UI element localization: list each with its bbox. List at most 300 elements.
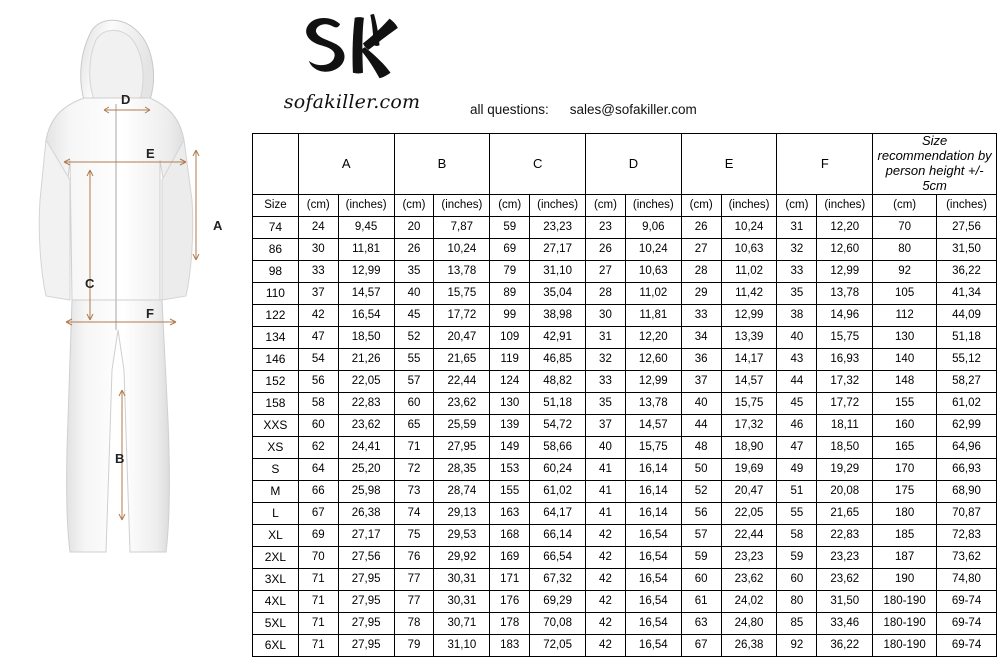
measurement-cell: 21,65	[434, 348, 490, 370]
measurement-cell: 42	[298, 304, 338, 326]
measurement-cell: 27,56	[937, 216, 997, 238]
measurement-cell: 45	[777, 392, 817, 414]
measurement-cell: 35	[586, 392, 626, 414]
header-d-in: (inches)	[625, 194, 681, 216]
measurement-cell: 22,83	[338, 392, 394, 414]
size-label: 146	[253, 348, 299, 370]
measurement-cell: 41	[586, 502, 626, 524]
measurement-cell: 26	[586, 238, 626, 260]
measurement-cell: 14,96	[817, 304, 873, 326]
size-label: 152	[253, 370, 299, 392]
group-F: F	[777, 134, 873, 195]
measurement-cell: 60	[394, 392, 434, 414]
group-header-row	[253, 134, 997, 195]
size-chart	[252, 133, 997, 657]
measurement-cell: 71	[298, 568, 338, 590]
header-d-cm: (cm)	[586, 194, 626, 216]
group-C: C	[490, 134, 586, 195]
measurement-cell: 155	[873, 392, 937, 414]
size-label: 2XL	[253, 546, 299, 568]
measurement-cell: 63	[681, 612, 721, 634]
measurement-cell: 64,96	[937, 436, 997, 458]
measurement-cell: 70,08	[530, 612, 586, 634]
measurement-cell: 20,47	[434, 326, 490, 348]
table-row	[253, 634, 997, 656]
table-row	[253, 282, 997, 304]
measurement-cell: 50	[681, 458, 721, 480]
measurement-cell: 69-74	[937, 590, 997, 612]
measurement-cell: 15,75	[625, 436, 681, 458]
size-label: 110	[253, 282, 299, 304]
measurement-cell: 61,02	[530, 480, 586, 502]
measurement-cell: 16,54	[625, 612, 681, 634]
measurement-cell: 27	[586, 260, 626, 282]
measurement-cell: 26,38	[721, 634, 777, 656]
size-label: 5XL	[253, 612, 299, 634]
contact-label: all questions:	[470, 102, 549, 117]
measurement-cell: 19,69	[721, 458, 777, 480]
measurement-cell: 41	[586, 458, 626, 480]
measurement-cell: 33	[586, 370, 626, 392]
measurement-cell: 139	[490, 414, 530, 436]
measurement-cell: 60	[681, 568, 721, 590]
onesie-diagram	[0, 0, 252, 584]
measurement-cell: 28,74	[434, 480, 490, 502]
header-a-cm: (cm)	[298, 194, 338, 216]
measurement-cell: 165	[873, 436, 937, 458]
measurement-cell: 22,05	[338, 370, 394, 392]
measurement-cell: 40	[777, 326, 817, 348]
measurement-cell: 22,83	[817, 524, 873, 546]
measurement-cell: 60,24	[530, 458, 586, 480]
measurement-cell: 41	[586, 480, 626, 502]
measurement-cell: 17,72	[817, 392, 873, 414]
measurement-cell: 47	[298, 326, 338, 348]
measurement-cell: 7,87	[434, 216, 490, 238]
table-row	[253, 612, 997, 634]
size-label: XXS	[253, 414, 299, 436]
header-rec-in: (inches)	[937, 194, 997, 216]
measurement-cell: 70	[873, 216, 937, 238]
measurement-cell: 16,14	[625, 502, 681, 524]
measurement-cell: 79	[394, 634, 434, 656]
measurement-cell: 27,95	[338, 568, 394, 590]
measurement-cell: 33	[681, 304, 721, 326]
table-row	[253, 414, 997, 436]
measurement-cell: 180-190	[873, 612, 937, 634]
measurement-cell: 67,32	[530, 568, 586, 590]
measurement-cell: 62	[298, 436, 338, 458]
measurement-cell: 42	[586, 590, 626, 612]
table-row	[253, 590, 997, 612]
measurement-cell: 33,46	[817, 612, 873, 634]
measurement-cell: 55,12	[937, 348, 997, 370]
measurement-cell: 180	[873, 502, 937, 524]
measurement-cell: 163	[490, 502, 530, 524]
measurement-cell: 29	[681, 282, 721, 304]
size-label: 4XL	[253, 590, 299, 612]
legs-shape	[67, 300, 170, 552]
measurement-cell: 175	[873, 480, 937, 502]
measurement-cell: 51,18	[530, 392, 586, 414]
measurement-cell: 15,75	[434, 282, 490, 304]
header-size: Size	[253, 194, 299, 216]
measurement-cell: 26,38	[338, 502, 394, 524]
measurement-cell: 43	[777, 348, 817, 370]
measurement-cell: 34	[681, 326, 721, 348]
measurement-cell: 23,62	[434, 392, 490, 414]
measurement-cell: 11,02	[721, 260, 777, 282]
measurement-cell: 10,63	[721, 238, 777, 260]
measurement-cell: 130	[490, 392, 530, 414]
measurement-cell: 21,26	[338, 348, 394, 370]
measurement-cell: 29,92	[434, 546, 490, 568]
measurement-cell: 13,78	[434, 260, 490, 282]
measurement-cell: 73,62	[937, 546, 997, 568]
measurement-cell: 28	[681, 260, 721, 282]
measurement-cell: 15,75	[721, 392, 777, 414]
size-label: 158	[253, 392, 299, 414]
measurement-cell: 10,63	[625, 260, 681, 282]
measurement-cell: 12,60	[817, 238, 873, 260]
measurement-cell: 13,78	[817, 282, 873, 304]
contact-block	[470, 102, 790, 124]
measurement-cell: 16,54	[625, 568, 681, 590]
measurement-cell: 44,09	[937, 304, 997, 326]
measurement-cell: 30,71	[434, 612, 490, 634]
header-e-in: (inches)	[721, 194, 777, 216]
measurement-cell: 46	[777, 414, 817, 436]
measurement-cell: 140	[873, 348, 937, 370]
measurement-cell: 51	[777, 480, 817, 502]
measurement-cell: 28,35	[434, 458, 490, 480]
measurement-cell: 180-190	[873, 634, 937, 656]
measurement-cell: 42	[586, 568, 626, 590]
size-label: 98	[253, 260, 299, 282]
measurement-cell: 73	[394, 480, 434, 502]
measurement-cell: 67	[681, 634, 721, 656]
measurement-cell: 11,81	[338, 238, 394, 260]
measurement-cell: 56	[681, 502, 721, 524]
measurement-cell: 74	[394, 502, 434, 524]
header-rec-cm: (cm)	[873, 194, 937, 216]
measurement-cell: 26	[681, 216, 721, 238]
measurement-cell: 23,62	[721, 568, 777, 590]
measurement-cell: 27,17	[530, 238, 586, 260]
measurement-cell: 45	[394, 304, 434, 326]
measurement-cell: 72	[394, 458, 434, 480]
measurement-cell: 16,14	[625, 458, 681, 480]
header-a-in: (inches)	[338, 194, 394, 216]
measurement-cell: 51,18	[937, 326, 997, 348]
measurement-cell: 112	[873, 304, 937, 326]
measurement-cell: 15,75	[817, 326, 873, 348]
measurement-cell: 12,99	[625, 370, 681, 392]
measurement-cell: 52	[394, 326, 434, 348]
group-E: E	[681, 134, 777, 195]
measurement-cell: 31,10	[434, 634, 490, 656]
measurement-cell: 29,13	[434, 502, 490, 524]
measurement-cell: 54	[298, 348, 338, 370]
measurement-cell: 31	[777, 216, 817, 238]
measurement-cell: 180-190	[873, 590, 937, 612]
header-e-cm: (cm)	[681, 194, 721, 216]
measurement-cell: 190	[873, 568, 937, 590]
measurement-cell: 38	[777, 304, 817, 326]
measurement-cell: 40	[681, 392, 721, 414]
size-table-body	[253, 216, 997, 656]
measurement-cell: 32	[586, 348, 626, 370]
measurement-cell: 42	[586, 612, 626, 634]
measurement-cell: 80	[777, 590, 817, 612]
measurement-cell: 22,05	[721, 502, 777, 524]
contact-email[interactable]: sales@sofakiller.com	[569, 102, 697, 117]
measurement-cell: 44	[777, 370, 817, 392]
measurement-cell: 21,65	[817, 502, 873, 524]
measurement-cell: 23,62	[338, 414, 394, 436]
marker-C: C	[85, 276, 95, 291]
measurement-cell: 99	[490, 304, 530, 326]
measurement-cell: 12,60	[625, 348, 681, 370]
measurement-cell: 69,29	[530, 590, 586, 612]
header-f-cm: (cm)	[777, 194, 817, 216]
measurement-cell: 42	[586, 546, 626, 568]
measurement-cell: 89	[490, 282, 530, 304]
size-label: 6XL	[253, 634, 299, 656]
measurement-cell: 16,93	[817, 348, 873, 370]
measurement-cell: 52	[681, 480, 721, 502]
measurement-cell: 105	[873, 282, 937, 304]
marker-D: D	[121, 92, 131, 107]
measurement-cell: 59	[681, 546, 721, 568]
measurement-cell: 23,62	[817, 568, 873, 590]
measurement-cell: 20,47	[721, 480, 777, 502]
size-label: XS	[253, 436, 299, 458]
measurement-cell: 27,56	[338, 546, 394, 568]
measurement-cell: 11,02	[625, 282, 681, 304]
measurement-cell: 130	[873, 326, 937, 348]
measurement-cell: 36,22	[817, 634, 873, 656]
measurement-cell: 14,57	[625, 414, 681, 436]
unit-header-row	[253, 194, 997, 216]
measurement-cell: 30,31	[434, 590, 490, 612]
measurement-cell: 58,27	[937, 370, 997, 392]
measurement-cell: 24,02	[721, 590, 777, 612]
measurement-cell: 16,54	[338, 304, 394, 326]
measurement-cell: 20	[394, 216, 434, 238]
size-label: 86	[253, 238, 299, 260]
measurement-cell: 61	[681, 590, 721, 612]
measurement-cell: 22,44	[721, 524, 777, 546]
measurement-cell: 60	[777, 568, 817, 590]
measurement-cell: 58	[777, 524, 817, 546]
table-row	[253, 524, 997, 546]
measurement-cell: 17,32	[817, 370, 873, 392]
measurement-cell: 27,95	[338, 634, 394, 656]
measurement-cell: 16,54	[625, 634, 681, 656]
measurement-cell: 76	[394, 546, 434, 568]
measurement-cell: 78	[394, 612, 434, 634]
measurement-cell: 12,99	[338, 260, 394, 282]
measurement-cell: 17,72	[434, 304, 490, 326]
measurement-cell: 55	[777, 502, 817, 524]
measurement-cell: 14,57	[338, 282, 394, 304]
measurement-cell: 70	[298, 546, 338, 568]
measurement-cell: 44	[681, 414, 721, 436]
measurement-cell: 25,20	[338, 458, 394, 480]
measurement-cell: 119	[490, 348, 530, 370]
measurement-cell: 12,99	[817, 260, 873, 282]
measurement-cell: 71	[298, 590, 338, 612]
measurement-cell: 40	[394, 282, 434, 304]
measurement-cell: 71	[394, 436, 434, 458]
size-label: 134	[253, 326, 299, 348]
measurement-cell: 169	[490, 546, 530, 568]
table-row	[253, 216, 997, 238]
measurement-cell: 69-74	[937, 634, 997, 656]
measurement-cell: 68,90	[937, 480, 997, 502]
measurement-cell: 77	[394, 568, 434, 590]
measurement-cell: 38,98	[530, 304, 586, 326]
measurement-cell: 64	[298, 458, 338, 480]
measurement-cell: 16,14	[625, 480, 681, 502]
measurement-cell: 23,23	[721, 546, 777, 568]
measurement-cell: 71	[298, 612, 338, 634]
size-label: XL	[253, 524, 299, 546]
brand-domain: sofakiller.com	[283, 91, 421, 113]
measurement-cell: 149	[490, 436, 530, 458]
measurement-cell: 22,44	[434, 370, 490, 392]
measurement-cell: 18,50	[817, 436, 873, 458]
marker-F: F	[146, 306, 154, 321]
measurement-cell: 72,83	[937, 524, 997, 546]
measurement-cell: 31,10	[530, 260, 586, 282]
marker-A: A	[213, 218, 223, 233]
measurement-cell: 58,66	[530, 436, 586, 458]
measurement-cell: 9,06	[625, 216, 681, 238]
measurement-cell: 48,82	[530, 370, 586, 392]
measurement-cell: 42	[586, 634, 626, 656]
measurement-cell: 80	[873, 238, 937, 260]
measurement-cell: 170	[873, 458, 937, 480]
measurement-cell: 48	[681, 436, 721, 458]
measurement-cell: 37	[586, 414, 626, 436]
measurement-cell: 66	[298, 480, 338, 502]
measurement-cell: 54,72	[530, 414, 586, 436]
measurement-cell: 37	[681, 370, 721, 392]
garment-illustration	[0, 0, 252, 584]
header-b-in: (inches)	[434, 194, 490, 216]
measurement-cell: 37	[298, 282, 338, 304]
measurement-cell: 85	[777, 612, 817, 634]
measurement-cell: 12,20	[817, 216, 873, 238]
measurement-cell: 74,80	[937, 568, 997, 590]
measurement-cell: 27,95	[434, 436, 490, 458]
measurement-cell: 66,14	[530, 524, 586, 546]
measurement-cell: 27,95	[338, 612, 394, 634]
measurement-cell: 9,45	[338, 216, 394, 238]
measurement-cell: 35,04	[530, 282, 586, 304]
header-c-cm: (cm)	[490, 194, 530, 216]
measurement-cell: 25,59	[434, 414, 490, 436]
measurement-cell: 72,05	[530, 634, 586, 656]
measurement-cell: 59	[777, 546, 817, 568]
measurement-cell: 28	[586, 282, 626, 304]
measurement-cell: 35	[777, 282, 817, 304]
measurement-cell: 187	[873, 546, 937, 568]
measurement-cell: 18,90	[721, 436, 777, 458]
measurement-cell: 23,23	[530, 216, 586, 238]
measurement-cell: 40	[586, 436, 626, 458]
measurement-cell: 42	[586, 524, 626, 546]
table-row	[253, 326, 997, 348]
measurement-cell: 176	[490, 590, 530, 612]
measurement-cell: 35	[394, 260, 434, 282]
measurement-cell: 56	[298, 370, 338, 392]
measurement-cell: 27	[681, 238, 721, 260]
table-row	[253, 304, 997, 326]
table-row	[253, 370, 997, 392]
measurement-cell: 18,50	[338, 326, 394, 348]
table-row	[253, 458, 997, 480]
measurement-cell: 18,11	[817, 414, 873, 436]
measurement-cell: 31,50	[937, 238, 997, 260]
group-D: D	[586, 134, 682, 195]
measurement-cell: 30,31	[434, 568, 490, 590]
measurement-cell: 24	[298, 216, 338, 238]
size-label: 3XL	[253, 568, 299, 590]
measurement-cell: 58	[298, 392, 338, 414]
measurement-cell: 168	[490, 524, 530, 546]
measurement-cell: 75	[394, 524, 434, 546]
measurement-cell: 69	[490, 238, 530, 260]
measurement-cell: 30	[586, 304, 626, 326]
table-row	[253, 348, 997, 370]
brand-block	[252, 8, 452, 128]
measurement-cell: 17,32	[721, 414, 777, 436]
measurement-cell: 171	[490, 568, 530, 590]
measurement-cell: 70,87	[937, 502, 997, 524]
measurement-cell: 49	[777, 458, 817, 480]
table-row	[253, 568, 997, 590]
measurement-cell: 23,23	[817, 546, 873, 568]
measurement-cell: 57	[394, 370, 434, 392]
measurement-cell: 57	[681, 524, 721, 546]
table-row	[253, 238, 997, 260]
measurement-cell: 31	[586, 326, 626, 348]
measurement-cell: 47	[777, 436, 817, 458]
measurement-cell: 67	[298, 502, 338, 524]
marker-B: B	[115, 451, 125, 466]
measurement-cell: 11,81	[625, 304, 681, 326]
measurement-cell: 92	[777, 634, 817, 656]
measurement-cell: 59	[490, 216, 530, 238]
measurement-cell: 46,85	[530, 348, 586, 370]
measurement-cell: 79	[490, 260, 530, 282]
size-label: L	[253, 502, 299, 524]
size-label: M	[253, 480, 299, 502]
measurement-cell: 69	[298, 524, 338, 546]
measurement-cell: 92	[873, 260, 937, 282]
measurement-cell: 185	[873, 524, 937, 546]
measurement-cell: 32	[777, 238, 817, 260]
measurement-cell: 66,54	[530, 546, 586, 568]
measurement-cell: 10,24	[625, 238, 681, 260]
marker-E: E	[146, 146, 155, 161]
header-f-in: (inches)	[817, 194, 873, 216]
table-row	[253, 480, 997, 502]
measurement-cell: 27,95	[338, 590, 394, 612]
